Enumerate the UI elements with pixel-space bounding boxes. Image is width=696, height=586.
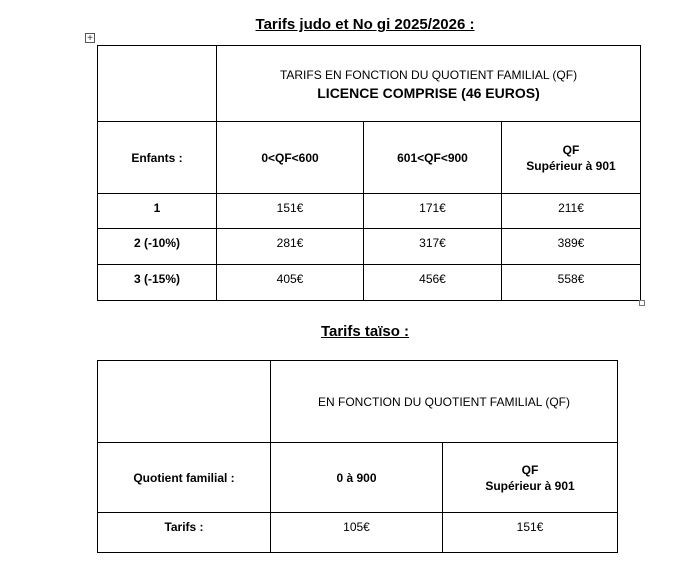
judo-cell: 405€ [217,265,364,301]
taiso-header-cell: EN FONCTION DU QUOTIENT FAMILIAL (QF) [271,361,618,443]
taiso-title: Tarifs taïso : [320,323,410,340]
judo-col-label: Enfants : [98,122,217,194]
judo-row-label: 2 (-10%) [98,229,217,265]
judo-cell: 171€ [364,194,502,229]
judo-cell: 317€ [364,229,502,265]
judo-tariff-table [97,45,641,301]
judo-title: Tarifs judo et No gi 2025/2026 : [255,16,475,33]
judo-header-line2: LICENCE COMPRISE (46 EUROS) [317,84,540,101]
judo-cell: 211€ [502,194,641,229]
judo-cell: 456€ [364,265,502,301]
judo-cell: 281€ [217,229,364,265]
taiso-col-label: Quotient familial : [98,443,271,513]
judo-col-qf3-line2: Supérieur à 901 [526,158,616,173]
taiso-col-qf1: 0 à 900 [271,443,443,513]
taiso-row-label: Tarifs : [98,513,271,553]
judo-row-label: 3 (-15%) [98,265,217,301]
judo-col-qf2: 601<QF<900 [364,122,502,194]
taiso-cell: 105€ [271,513,443,553]
judo-header-cell [217,46,641,122]
judo-header-empty-cell [98,46,217,122]
taiso-col-qf2-line2: Supérieur à 901 [485,478,575,493]
table-move-handle-icon[interactable]: + [85,33,95,43]
table-resize-handle-icon[interactable] [639,300,645,306]
judo-col-qf3-line1: QF [562,142,580,157]
taiso-tariff-table [97,360,618,553]
judo-col-qf1: 0<QF<600 [217,122,364,194]
taiso-col-qf2-line1: QF [521,462,539,477]
judo-cell: 558€ [502,265,641,301]
taiso-cell: 151€ [443,513,618,553]
judo-header-line1: TARIFS EN FONCTION DU QUOTIENT FAMILIAL (QF) [279,67,578,82]
judo-cell: 389€ [502,229,641,265]
judo-col-qf3 [502,122,641,194]
taiso-col-qf2 [443,443,618,513]
judo-cell: 151€ [217,194,364,229]
judo-row-label: 1 [98,194,217,229]
taiso-header-empty-cell [98,361,271,443]
